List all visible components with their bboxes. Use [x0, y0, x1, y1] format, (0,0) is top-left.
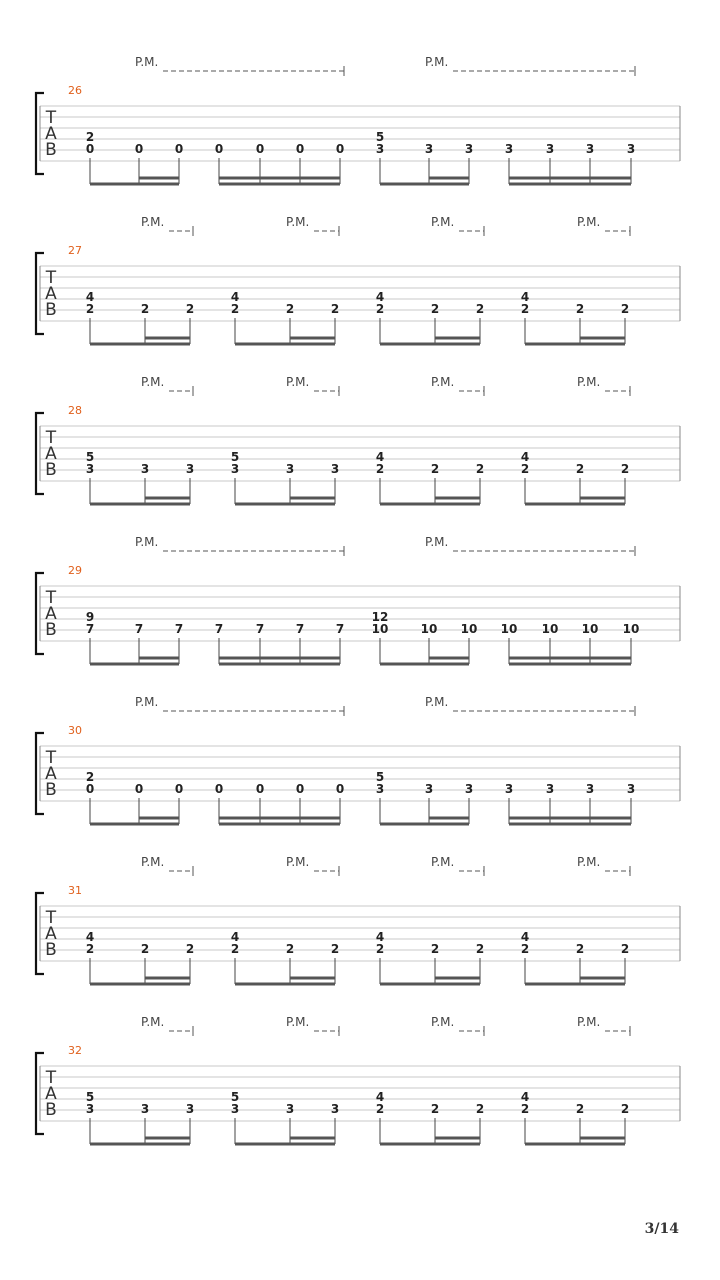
- beam-secondary: [580, 977, 625, 980]
- fret-number: 2: [375, 942, 385, 956]
- palm-mute-label: P.M.: [141, 855, 165, 869]
- measure-number: 27: [68, 244, 82, 257]
- fret-number: 3: [285, 462, 295, 476]
- fret-number: 4: [230, 290, 240, 304]
- beam-primary: [380, 823, 469, 826]
- palm-mute-label: P.M.: [286, 1015, 310, 1029]
- fret-number: 0: [134, 782, 144, 796]
- fret-number: 3: [424, 782, 434, 796]
- fret-number: 3: [185, 1102, 195, 1116]
- palm-mute-label: P.M.: [286, 215, 310, 229]
- palm-mute-label: P.M.: [135, 535, 159, 549]
- fret-number: 0: [214, 782, 224, 796]
- fret-number: 3: [504, 142, 514, 156]
- fret-number: 3: [504, 782, 514, 796]
- fret-number: 3: [424, 142, 434, 156]
- fret-number: 3: [85, 1102, 95, 1116]
- fret-number: 5: [375, 770, 385, 784]
- fret-number: 4: [375, 930, 385, 944]
- fret-number: 3: [140, 462, 150, 476]
- beam-primary: [90, 663, 179, 666]
- tab-clef-letter: B: [45, 300, 57, 320]
- measure-number: 30: [68, 724, 82, 737]
- fret-number: 2: [520, 1102, 530, 1116]
- tab-clef-letter: T: [45, 588, 57, 608]
- measure-number: 31: [68, 884, 82, 897]
- measure-number: 32: [68, 1044, 82, 1057]
- fret-number: 5: [230, 450, 240, 464]
- fret-number: 3: [626, 142, 636, 156]
- fret-number: 2: [520, 462, 530, 476]
- fret-number: 4: [520, 930, 530, 944]
- tab-clef-letter: B: [45, 780, 57, 800]
- fret-number: 2: [620, 1102, 630, 1116]
- fret-number: 2: [575, 302, 585, 316]
- beam-primary: [90, 823, 179, 826]
- fret-number: 2: [85, 302, 95, 316]
- fret-number: 2: [430, 302, 440, 316]
- beam-secondary: [219, 657, 340, 660]
- fret-number: 7: [295, 622, 305, 636]
- beam-secondary: [290, 337, 335, 340]
- beam-secondary: [580, 337, 625, 340]
- fret-number: 2: [285, 942, 295, 956]
- fret-number: 2: [430, 1102, 440, 1116]
- fret-number: 2: [575, 942, 585, 956]
- fret-number: 5: [85, 1090, 95, 1104]
- beam-primary: [509, 183, 631, 186]
- palm-mute-label: P.M.: [286, 855, 310, 869]
- fret-number: 3: [185, 462, 195, 476]
- beam-primary: [90, 183, 179, 186]
- fret-number: 2: [330, 302, 340, 316]
- tab-clef-letter: A: [45, 124, 57, 144]
- fret-number: 10: [581, 622, 599, 636]
- fret-number: 9: [85, 610, 95, 624]
- fret-number: 0: [295, 142, 305, 156]
- beam-secondary: [219, 817, 340, 820]
- fret-number: 7: [174, 622, 184, 636]
- tab-clef-letter: B: [45, 940, 57, 960]
- fret-number: 4: [520, 450, 530, 464]
- beam-primary: [380, 343, 480, 346]
- fret-number: 0: [214, 142, 224, 156]
- fret-number: 10: [500, 622, 518, 636]
- tab-clef-letter: A: [45, 604, 57, 624]
- beam-secondary: [139, 177, 179, 180]
- fret-number: 3: [285, 1102, 295, 1116]
- fret-number: 7: [255, 622, 265, 636]
- beam-secondary: [509, 177, 631, 180]
- tab-clef-letter: A: [45, 924, 57, 944]
- beam-primary: [525, 503, 625, 506]
- fret-number: 2: [475, 302, 485, 316]
- beam-primary: [235, 983, 335, 986]
- fret-number: 2: [375, 462, 385, 476]
- beam-secondary: [139, 817, 179, 820]
- beam-primary: [380, 983, 480, 986]
- fret-number: 4: [375, 290, 385, 304]
- fret-number: 2: [620, 462, 630, 476]
- beam-secondary: [290, 977, 335, 980]
- fret-number: 3: [626, 782, 636, 796]
- beam-primary: [509, 663, 631, 666]
- tab-clef-letter: B: [45, 140, 57, 160]
- beam-secondary: [139, 657, 179, 660]
- fret-number: 0: [134, 142, 144, 156]
- tab-clef-letter: T: [45, 1068, 57, 1088]
- fret-number: 0: [335, 782, 345, 796]
- fret-number: 10: [420, 622, 438, 636]
- fret-number: 2: [475, 942, 485, 956]
- palm-mute-label: P.M.: [577, 1015, 601, 1029]
- beam-secondary: [145, 337, 190, 340]
- measure-number: 29: [68, 564, 82, 577]
- fret-number: 2: [185, 942, 195, 956]
- beam-secondary: [145, 977, 190, 980]
- fret-number: 3: [230, 462, 240, 476]
- beam-secondary: [219, 177, 340, 180]
- fret-number: 3: [545, 142, 555, 156]
- fret-number: 2: [475, 1102, 485, 1116]
- fret-number: 12: [371, 610, 389, 624]
- palm-mute-label: P.M.: [431, 215, 455, 229]
- fret-number: 5: [85, 450, 95, 464]
- fret-number: 2: [230, 942, 240, 956]
- palm-mute-label: P.M.: [431, 855, 455, 869]
- fret-number: 7: [85, 622, 95, 636]
- fret-number: 2: [520, 942, 530, 956]
- beam-primary: [90, 1143, 190, 1146]
- fret-number: 0: [255, 782, 265, 796]
- tab-clef-letter: A: [45, 284, 57, 304]
- fret-number: 10: [371, 622, 389, 636]
- tab-clef-letter: T: [45, 908, 57, 928]
- beam-primary: [90, 503, 190, 506]
- fret-number: 4: [85, 930, 95, 944]
- beam-secondary: [429, 177, 469, 180]
- beam-secondary: [435, 1137, 480, 1140]
- fret-number: 7: [214, 622, 224, 636]
- fret-number: 4: [85, 290, 95, 304]
- beam-primary: [219, 823, 340, 826]
- fret-number: 3: [375, 782, 385, 796]
- fret-number: 3: [85, 462, 95, 476]
- tab-clef-letter: T: [45, 108, 57, 128]
- beam-primary: [525, 343, 625, 346]
- palm-mute-label: P.M.: [141, 1015, 165, 1029]
- palm-mute-label: P.M.: [431, 375, 455, 389]
- fret-number: 4: [520, 290, 530, 304]
- fret-number: 7: [134, 622, 144, 636]
- beam-secondary: [435, 337, 480, 340]
- fret-number: 2: [140, 942, 150, 956]
- beam-primary: [90, 343, 190, 346]
- fret-number: 2: [430, 942, 440, 956]
- beam-secondary: [509, 657, 631, 660]
- beam-secondary: [145, 497, 190, 500]
- fret-number: 0: [174, 142, 184, 156]
- fret-number: 2: [230, 302, 240, 316]
- fret-number: 7: [335, 622, 345, 636]
- fret-number: 2: [185, 302, 195, 316]
- beam-secondary: [435, 497, 480, 500]
- measure-number: 26: [68, 84, 82, 97]
- fret-number: 2: [620, 302, 630, 316]
- fret-number: 3: [375, 142, 385, 156]
- palm-mute-label: P.M.: [141, 375, 165, 389]
- beam-secondary: [290, 1137, 335, 1140]
- fret-number: 2: [85, 130, 95, 144]
- fret-number: 2: [575, 1102, 585, 1116]
- page-number: 3/14: [644, 1221, 679, 1237]
- fret-number: 2: [620, 942, 630, 956]
- fret-number: 0: [335, 142, 345, 156]
- beam-secondary: [435, 977, 480, 980]
- tab-clef-letter: B: [45, 460, 57, 480]
- fret-number: 4: [520, 1090, 530, 1104]
- fret-number: 2: [575, 462, 585, 476]
- beam-secondary: [429, 817, 469, 820]
- fret-number: 3: [330, 1102, 340, 1116]
- palm-mute-label: P.M.: [425, 55, 449, 69]
- fret-number: 3: [464, 782, 474, 796]
- fret-number: 3: [585, 142, 595, 156]
- tab-clef-letter: T: [45, 748, 57, 768]
- fret-number: 0: [255, 142, 265, 156]
- fret-number: 10: [460, 622, 478, 636]
- palm-mute-label: P.M.: [425, 535, 449, 549]
- fret-number: 0: [85, 142, 95, 156]
- fret-number: 3: [140, 1102, 150, 1116]
- fret-number: 2: [85, 942, 95, 956]
- beam-primary: [235, 343, 335, 346]
- tab-clef-letter: T: [45, 268, 57, 288]
- palm-mute-label: P.M.: [141, 215, 165, 229]
- tab-clef-letter: B: [45, 1100, 57, 1120]
- tab-clef-letter: A: [45, 444, 57, 464]
- fret-number: 2: [330, 942, 340, 956]
- fret-number: 2: [475, 462, 485, 476]
- fret-number: 3: [585, 782, 595, 796]
- palm-mute-label: P.M.: [425, 695, 449, 709]
- fret-number: 0: [174, 782, 184, 796]
- tab-clef-letter: T: [45, 428, 57, 448]
- palm-mute-label: P.M.: [286, 375, 310, 389]
- fret-number: 10: [541, 622, 559, 636]
- beam-primary: [219, 183, 340, 186]
- fret-number: 5: [375, 130, 385, 144]
- palm-mute-label: P.M.: [577, 375, 601, 389]
- tab-clef-letter: B: [45, 620, 57, 640]
- tab-clef-letter: A: [45, 764, 57, 784]
- beam-primary: [235, 503, 335, 506]
- fret-number: 0: [295, 782, 305, 796]
- beam-secondary: [290, 497, 335, 500]
- fret-number: 2: [520, 302, 530, 316]
- fret-number: 2: [140, 302, 150, 316]
- fret-number: 3: [330, 462, 340, 476]
- fret-number: 5: [230, 1090, 240, 1104]
- palm-mute-label: P.M.: [135, 695, 159, 709]
- fret-number: 2: [85, 770, 95, 784]
- fret-number: 3: [230, 1102, 240, 1116]
- beam-primary: [525, 983, 625, 986]
- fret-number: 2: [430, 462, 440, 476]
- beam-primary: [380, 183, 469, 186]
- fret-number: 2: [375, 1102, 385, 1116]
- palm-mute-label: P.M.: [431, 1015, 455, 1029]
- beam-primary: [525, 1143, 625, 1146]
- fret-number: 3: [464, 142, 474, 156]
- fret-number: 4: [375, 1090, 385, 1104]
- measure-number: 28: [68, 404, 82, 417]
- palm-mute-label: P.M.: [577, 855, 601, 869]
- fret-number: 3: [545, 782, 555, 796]
- fret-number: 4: [230, 930, 240, 944]
- fret-number: 4: [375, 450, 385, 464]
- beam-secondary: [509, 817, 631, 820]
- palm-mute-label: P.M.: [577, 215, 601, 229]
- fret-number: 2: [285, 302, 295, 316]
- beam-secondary: [145, 1137, 190, 1140]
- beam-secondary: [580, 497, 625, 500]
- beam-primary: [380, 503, 480, 506]
- palm-mute-label: P.M.: [135, 55, 159, 69]
- beam-primary: [380, 1143, 480, 1146]
- beam-primary: [509, 823, 631, 826]
- fret-number: 0: [85, 782, 95, 796]
- fret-number: 2: [375, 302, 385, 316]
- fret-number: 10: [622, 622, 640, 636]
- beam-primary: [380, 663, 469, 666]
- beam-secondary: [580, 1137, 625, 1140]
- beam-primary: [219, 663, 340, 666]
- beam-primary: [235, 1143, 335, 1146]
- beam-primary: [90, 983, 190, 986]
- beam-secondary: [429, 657, 469, 660]
- tab-clef-letter: A: [45, 1084, 57, 1104]
